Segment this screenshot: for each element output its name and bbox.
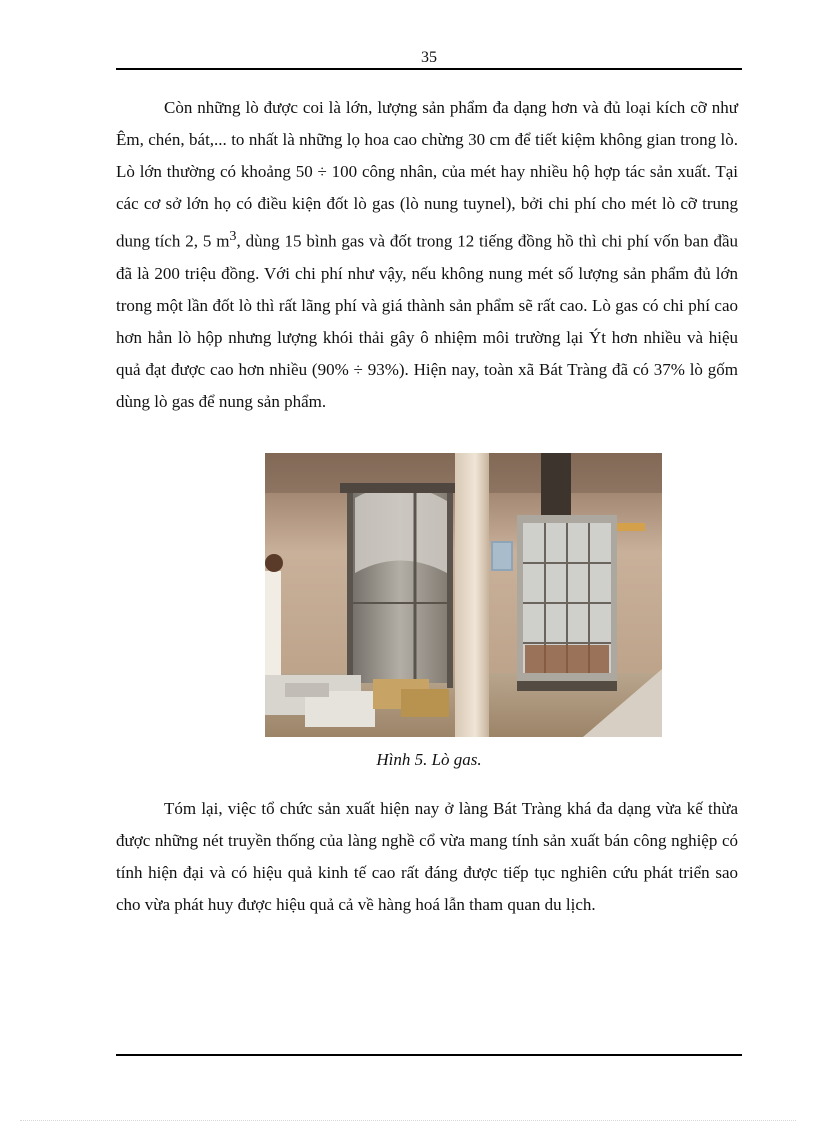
footer-rule (116, 1054, 742, 1056)
page-edge-dotted-line (20, 1120, 796, 1121)
body-paragraph-1: Còn những lò được coi là lớn, lượng sản phẩm đa dạng hơn và đủ loại kích cỡ như Êm, chén, bát,... to nhất là những lọ hoa cao chừng 30 cm để tiết kiệm không gian trong lò. Lò lớn thường có khoảng 50 ÷ 100 công nhân, của mét hay nhiều hộ hợp tác sản xuất. Tại các cơ sở lớn họ có điều kiện đốt lò gas (lò nung tuynel), bởi chi phí cho mét lò cỡ trung dung tích 2, 5 $m^3$, dùng 15 bình gas và đốt trong 12 tiếng đồng hồ thì chi phí vốn ban đầu đã là 200 triệu đồng. Với chi phí như vậy, nếu không nung mét số lượng sản phẩm đủ lớn trong một lần đốt lò thì rất lãng phí và giá thành sản phẩm sẽ rất cao. Lò gas có chi phí cao hơn hẳn lò hộp nhưng lượng khói thải gây ô nhiệm môi trường lại Ýt hơn nhiều và hiệu quả đạt được cao hơn nhiều (90% ÷ 93%). Hiện nay, toàn xã Bát Tràng đã có 37% lò gốm dùng lò gas để nung sản phẩm. (116, 98, 738, 411)
header-rule (116, 68, 742, 70)
kiln-photo (265, 453, 662, 737)
figure-caption: Hình 5. Lò gas. (376, 750, 482, 769)
body-paragraph-2: Tóm lại, việc tổ chức sản xuất hiện nay ở làng Bát Tràng khá đa dạng vừa kế thừa được những nét truyền thống của làng nghề cổ vừa mang tính sản xuất bán công nghiệp có tính hiện đại và có hiệu quả kinh tế cao rất đáng được tiếp tục nghiên cứu phát triển sao cho vừa phát huy được hiệu quả cả về hàng hoá lẫn tham quan du lịch. (116, 799, 738, 914)
page-number: 35 (421, 49, 437, 66)
